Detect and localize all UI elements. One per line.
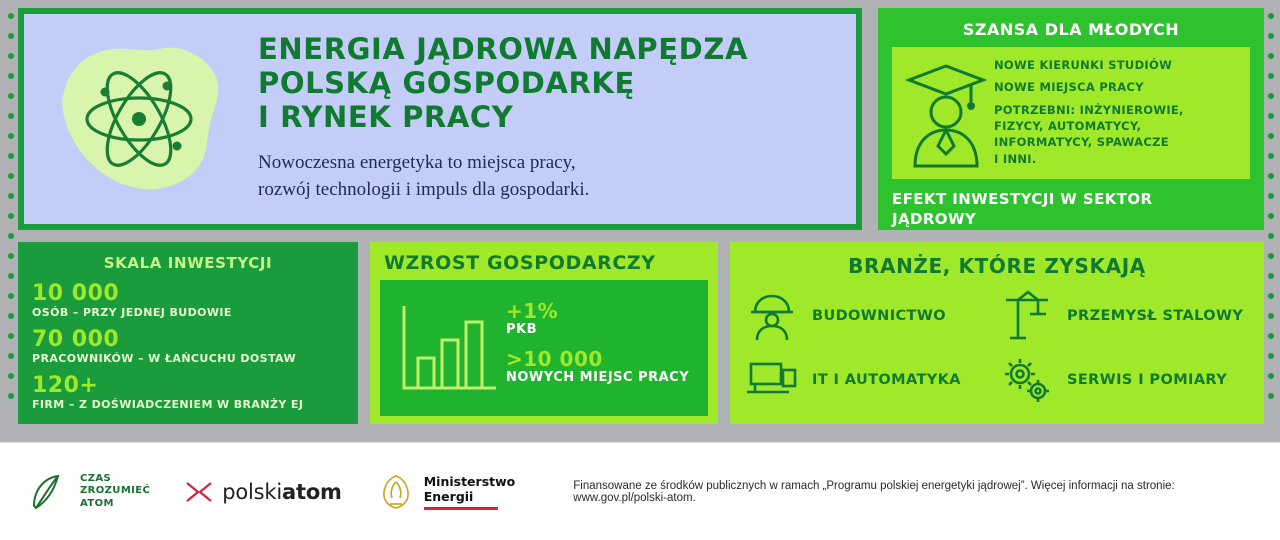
hero-title-line-2: POLSKĄ GOSPODARKĘ (258, 66, 635, 101)
industries-card (730, 242, 1264, 424)
logo-czas-zrozumiec-atom[interactable] (28, 470, 150, 514)
industries-card-title: BRANŻE, KTÓRE ZYSKAJĄ (848, 254, 1146, 278)
industry-item-przemysl-stalowy (997, 288, 1252, 344)
youth-benefits-list (994, 55, 1240, 171)
youth-item-3: FIZYCY, AUTOMATYCY, (994, 118, 1142, 133)
scale-stat-0 (32, 282, 344, 319)
youth-item-0: NOWE KIERUNKI STUDIÓW (994, 58, 1173, 72)
economic-growth-card (370, 242, 718, 424)
logo-czas-text (80, 473, 150, 511)
youth-item-2: POTRZEBNI: INŻYNIEROWIE, (994, 102, 1184, 117)
funding-note: Finansowane ze środków publicznych w ramach „Programu polskiej energetyki jądrowej”. Więcej informacji na stronie: www.gov.pl/polski-atom. (573, 479, 1175, 504)
youth-opportunity-card (878, 8, 1264, 230)
youth-item-1: NOWE MIEJSCA PRACY (994, 80, 1144, 95)
growth-stat-1-label: NOWYCH MIEJSC PRACY (506, 370, 690, 385)
industry-label-2: IT I AUTOMATYKA (812, 372, 961, 388)
industry-item-serwis-pomiary (997, 352, 1252, 408)
investment-scale-card (18, 242, 358, 424)
growth-card-title: WZROST GOSPODARCZY (384, 252, 656, 274)
ministry-red-rule (424, 507, 498, 510)
logo-ministry-text (424, 474, 516, 510)
hero-title-line-3: I RYNEK PRACY (258, 100, 514, 135)
logo-czas-line-3: ATOM (80, 497, 114, 509)
gears-icon (997, 354, 1057, 406)
scale-card-title: SKALA INWESTYCJI (103, 254, 273, 272)
scale-stat-0-label: OSÓB – PRZY JEDNEJ BUDOWIE (32, 306, 232, 320)
industry-label-0: BUDOWNICTWO (812, 308, 946, 324)
computer-icon (742, 354, 802, 406)
growth-stat-1-value: >10 000 (506, 347, 603, 371)
hero-subtitle-line-2: rozwój technologii i impuls dla gospodarki. (258, 179, 590, 201)
scale-stat-2-value: 120+ (32, 373, 99, 399)
scale-stat-0-value: 10 000 (32, 281, 120, 306)
polski-atom-logo-icon (184, 479, 214, 505)
scale-stat-1-value: 70 000 (32, 327, 120, 353)
hero-subtitle (258, 149, 834, 204)
youth-card-title: SZANSA DLA MŁODYCH (962, 20, 1180, 39)
logo-czas-line-1: CZAS (80, 472, 112, 484)
youth-card-footer (892, 189, 1250, 230)
polish-eagle-icon (376, 470, 416, 514)
hard-hat-worker-icon (742, 290, 802, 342)
bar-chart-icon (388, 296, 506, 400)
hero-panel (18, 8, 862, 230)
crane-icon (997, 290, 1057, 342)
youth-item-4: INFORMATYCY, SPAWACZE (994, 135, 1169, 150)
scale-stat-2 (32, 374, 344, 411)
industry-item-it-automatyka (742, 352, 997, 408)
logo-polski-atom-text (222, 480, 341, 504)
logo-polski-atom[interactable] (184, 479, 341, 505)
hero-subtitle-line-1: Nowoczesna energetyka to miejsca pracy, (258, 151, 576, 173)
scale-stat-2-label: FIRM – Z DOŚWIADCZENIEM W BRANŻY EJ (32, 398, 304, 412)
dotted-border-right (1266, 8, 1276, 424)
industry-label-3: SERWIS I POMIARY (1067, 372, 1228, 388)
footer-bar (0, 442, 1280, 540)
scale-stat-1-label: PRACOWNIKÓW – W ŁAŃCUCHU DOSTAW (32, 352, 296, 366)
youth-footer-line-1: EFEKT INWESTYCJI W SEKTOR (892, 190, 1153, 208)
poland-map-atom-icon (24, 14, 254, 224)
ministry-line-2: Energii (423, 488, 474, 504)
youth-item-5: I INNI. (994, 151, 1037, 166)
logo-czas-line-2: ZROZUMIEĆ (80, 485, 151, 497)
industry-item-budownictwo (742, 288, 997, 344)
czas-zrozumiec-atom-logo-icon (28, 470, 72, 514)
scale-stat-1 (32, 328, 344, 365)
logo-atom-text: atom (282, 479, 342, 504)
industry-label-1: PRZEMYSŁ STALOWY (1067, 308, 1244, 324)
growth-stat-0-value: +1% (506, 298, 559, 323)
dotted-border-left (6, 8, 16, 424)
graduate-icon (898, 55, 994, 171)
logo-polski-text: polski (222, 479, 283, 504)
growth-stat-0-label: PKB (506, 321, 538, 337)
growth-stats (506, 300, 700, 397)
page-title (258, 32, 834, 135)
hero-title-line-1: ENERGIA JĄDROWA NAPĘDZA (258, 32, 748, 66)
logo-ministry-of-energy[interactable] (376, 470, 516, 514)
youth-footer-line-2: JĄDROWY (892, 210, 977, 229)
ministry-line-1: Ministerstwo (423, 473, 516, 489)
